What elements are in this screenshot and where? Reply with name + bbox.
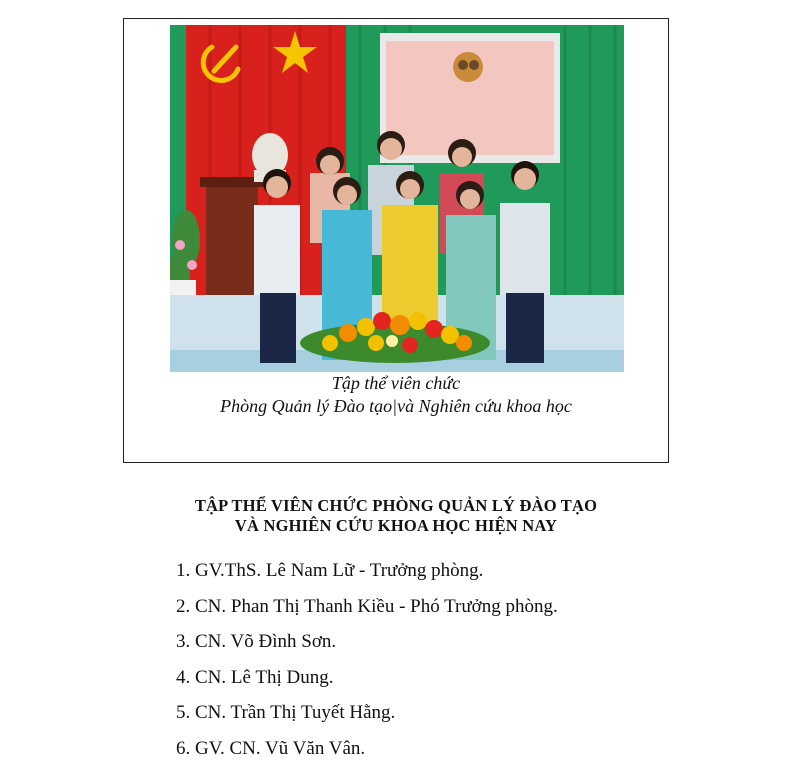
photo-frame — [123, 18, 669, 463]
list-item: 5. CN. Trần Thị Tuyết Hằng. — [176, 700, 558, 736]
member-list — [176, 558, 558, 771]
list-item: 3. CN. Võ Đình Sơn. — [176, 629, 558, 665]
section-heading-line-1: TẬP THỂ VIÊN CHỨC PHÒNG QUẢN LÝ ĐÀO TẠO — [0, 496, 792, 516]
list-item: 6. GV. CN. Vũ Văn Vân. — [176, 736, 558, 771]
list-item: 2. CN. Phan Thị Thanh Kiều - Phó Trưởng phòng. — [176, 594, 558, 630]
photo-caption-line-1: Tập thể viên chức — [124, 373, 668, 394]
list-item: 4. CN. Lê Thị Dung. — [176, 665, 558, 701]
section-heading-line-2: VÀ NGHIÊN CỨU KHOA HỌC HIỆN NAY — [0, 516, 792, 536]
group-photo — [170, 25, 624, 372]
photo-caption-line-2: Phòng Quản lý Đào tạo|và Nghiên cứu khoa học — [124, 396, 668, 417]
list-item: 1. GV.ThS. Lê Nam Lữ - Trưởng phòng. — [176, 558, 558, 594]
